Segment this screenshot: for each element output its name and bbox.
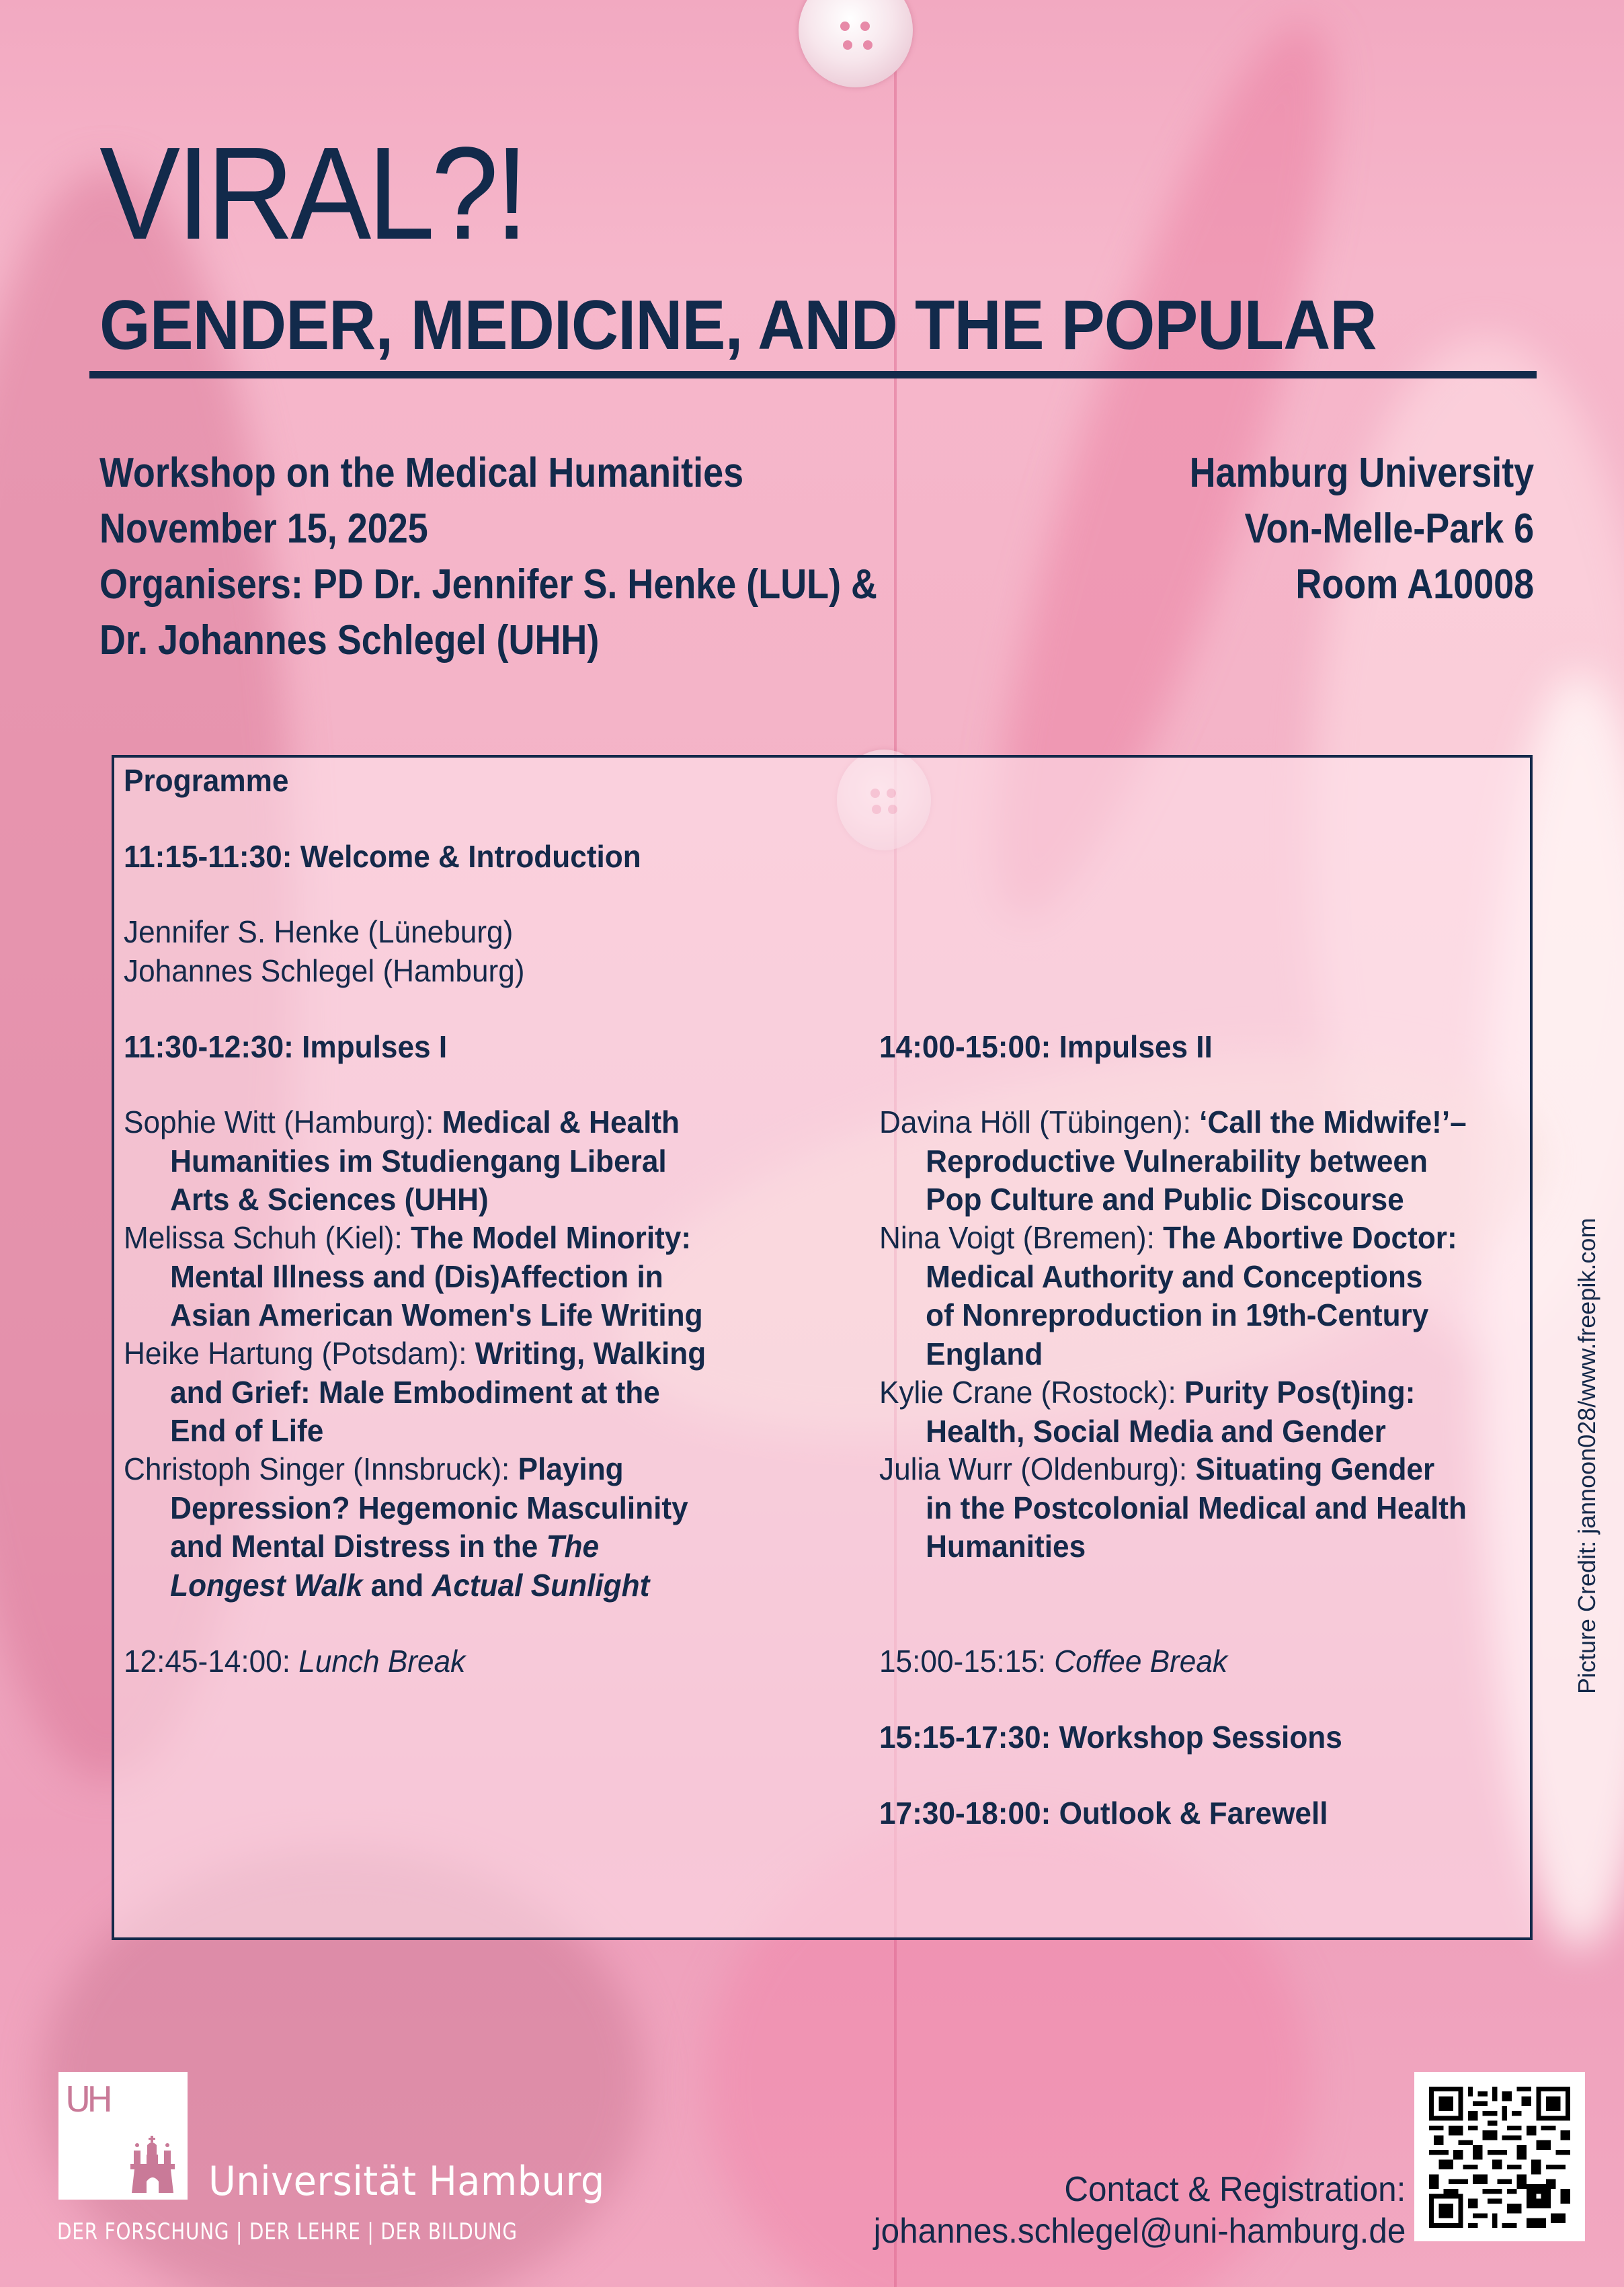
talk-title-italic: Actual Sunlight <box>432 1567 650 1603</box>
picture-credit: Picture Credit: jannoon028/www.freepik.com <box>1573 1217 1600 1694</box>
event-details <box>99 445 877 668</box>
talk-title: Depression? Hegemonic Masculinity <box>170 1490 688 1525</box>
title-divider <box>89 371 1537 378</box>
venue-room: Room A10008 <box>1295 561 1534 608</box>
session-welcome: 11:15-11:30: Welcome & Introduction <box>124 839 641 874</box>
university-name: Universität Hamburg <box>208 2158 605 2205</box>
talk-title: Humanities im Studiengang Liberal <box>170 1143 667 1178</box>
contact-label: Contact & Registration: <box>1064 2170 1406 2209</box>
talk-speaker: Melissa Schuh (Kiel): <box>124 1220 411 1255</box>
workshop-name: Workshop on the Medical Humanities <box>99 450 744 496</box>
talk-title: Pop Culture and Public Discourse <box>926 1182 1404 1217</box>
session-impulses-1: 11:30-12:30: Impulses I <box>124 1029 448 1064</box>
uhh-logo <box>58 2072 188 2200</box>
session-workshop: 15:15-17:30: Workshop Sessions <box>879 1720 1342 1755</box>
talk-item <box>879 1450 1578 1566</box>
page-title: VIRAL?! <box>99 120 525 267</box>
contact-email[interactable]: johannes.schlegel@uni-hamburg.de <box>873 2212 1406 2251</box>
talk-speaker: Sophie Witt (Hamburg): <box>124 1105 442 1139</box>
talk-title: Arts & Sciences (UHH) <box>170 1182 489 1217</box>
lunch-label: Lunch Break <box>298 1644 466 1679</box>
talk-title: ‘Call the Midwife!’– <box>1199 1105 1467 1139</box>
contact-block <box>873 2169 1406 2252</box>
session-impulses-2: 14:00-15:00: Impulses II <box>879 1029 1213 1064</box>
talk-speaker: Heike Hartung (Potsdam): <box>124 1336 475 1371</box>
logo-mark-text: UH <box>65 2080 114 2120</box>
talk-speaker: Nina Voigt (Bremen): <box>879 1220 1164 1255</box>
talk-title: The Model Minority: <box>411 1220 692 1255</box>
talk-title: Situating Gender <box>1195 1451 1435 1486</box>
session-farewell: 17:30-18:00: Outlook & Farewell <box>879 1796 1328 1831</box>
university-motto: DER FORSCHUNG | DER LEHRE | DER BILDUNG <box>57 2218 518 2245</box>
organisers-line: Dr. Johannes Schlegel (UHH) <box>99 617 600 664</box>
talk-item <box>879 1103 1578 1219</box>
talk-title: Medical & Health <box>442 1105 680 1139</box>
talk-item <box>879 1373 1578 1451</box>
talk-item <box>124 1450 823 1605</box>
page-subtitle: GENDER, MEDICINE, AND THE POPULAR <box>99 286 1377 364</box>
talk-item <box>124 1219 823 1335</box>
session-coffee <box>879 1643 1227 1679</box>
talk-title-italic: The <box>546 1529 600 1564</box>
talk-speaker: Julia Wurr (Oldenburg): <box>879 1451 1196 1486</box>
talk-title: Medical Authority and Conceptions <box>926 1258 1423 1294</box>
venue-name: Hamburg University <box>1189 450 1534 496</box>
talk-title: End of Life <box>170 1413 324 1448</box>
talk-title: in the Postcolonial Medical and Health <box>926 1490 1467 1525</box>
coffee-time: 15:00-15:15: <box>879 1644 1055 1679</box>
talk-title: Writing, Walking <box>475 1336 706 1371</box>
talk-title: Purity Pos(t)ing: <box>1184 1375 1416 1410</box>
talk-title: and <box>362 1567 432 1603</box>
talk-title: Health, Social Media and Gender <box>926 1413 1386 1449</box>
lunch-time: 12:45-14:00: <box>124 1644 299 1679</box>
talk-title: and Mental Distress in the <box>170 1529 546 1564</box>
talk-speaker: Kylie Crane (Rostock): <box>879 1375 1185 1410</box>
speaker: Johannes Schlegel (Hamburg) <box>124 953 525 988</box>
castle-icon <box>129 2136 176 2193</box>
programme-box <box>112 755 1533 1940</box>
venue-details <box>1189 445 1534 612</box>
talk-title: and Grief: Male Embodiment at the <box>170 1374 660 1410</box>
organisers-line: Organisers: PD Dr. Jennifer S. Henke (LUL) & <box>99 561 878 608</box>
coffee-label: Coffee Break <box>1054 1644 1228 1679</box>
talk-title: The Abortive Doctor: <box>1163 1220 1457 1255</box>
talk-item <box>124 1334 823 1451</box>
venue-address: Von-Melle-Park 6 <box>1244 506 1534 552</box>
talk-title: Playing <box>518 1451 624 1486</box>
qr-code-icon <box>1429 2087 1570 2228</box>
talk-title: Asian American Women's Life Writing <box>170 1297 703 1332</box>
talk-title: Humanities <box>926 1529 1086 1564</box>
talk-title: Reproductive Vulnerability between <box>926 1143 1428 1178</box>
talk-item <box>879 1219 1578 1373</box>
talk-speaker: Davina Höll (Tübingen): <box>879 1105 1200 1139</box>
talk-title: Mental Illness and (Dis)Affection in <box>170 1258 663 1294</box>
qr-code[interactable] <box>1414 2072 1585 2241</box>
talk-title-italic: Longest Walk <box>170 1567 363 1603</box>
talk-title: of Nonreproduction in 19th-Century <box>926 1297 1429 1332</box>
talk-speaker: Christoph Singer (Innsbruck): <box>124 1451 518 1486</box>
talk-item <box>124 1103 823 1219</box>
speaker: Jennifer S. Henke (Lüneburg) <box>124 914 514 949</box>
talk-title: England <box>926 1336 1043 1371</box>
programme-heading: Programme <box>124 763 289 798</box>
session-lunch <box>124 1643 465 1679</box>
event-date: November 15, 2025 <box>99 506 428 552</box>
